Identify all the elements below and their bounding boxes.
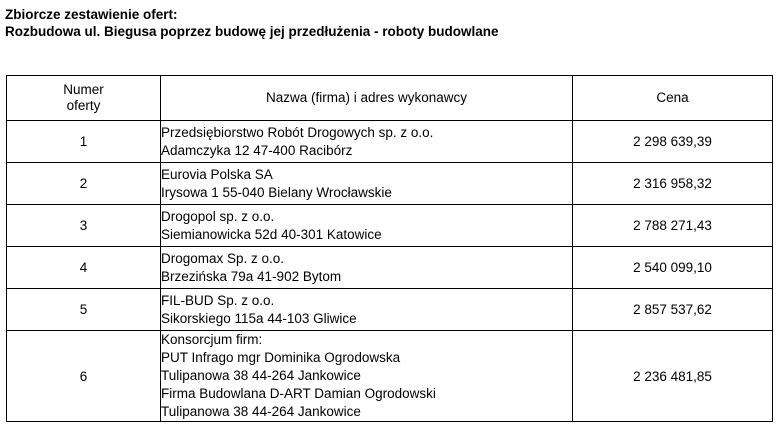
- contractor-line: FIL-BUD Sp. z o.o.: [161, 292, 275, 308]
- table-row: [7, 121, 773, 163]
- contractor-line: Drogopol sp. z o.o.: [161, 208, 275, 224]
- offer-number: 4: [7, 247, 161, 289]
- table-row: [7, 331, 773, 422]
- contractor-line: Drogomax Sp. z o.o.: [161, 250, 285, 266]
- offer-contractor: [161, 331, 573, 422]
- offer-number: 2: [7, 163, 161, 205]
- contractor-line: Adamczyka 12 47-400 Racibórz: [161, 142, 353, 158]
- offer-number: 1: [7, 121, 161, 163]
- table-row: [7, 247, 773, 289]
- offer-contractor: [161, 205, 573, 247]
- offer-price: 2 540 099,10: [573, 247, 773, 289]
- contractor-line: Firma Budowlana D-ART Damian Ogrodowski: [161, 386, 436, 401]
- offer-price: 2 857 537,62: [573, 289, 773, 331]
- offer-contractor: [161, 247, 573, 289]
- table-row: [7, 289, 773, 331]
- column-header-name: Nazwa (firma) i adres wykonawcy: [161, 76, 573, 121]
- document-title: Zbiorcze zestawienie ofert:: [5, 7, 178, 22]
- document-heading: [5, 6, 499, 40]
- offers-table: [6, 75, 773, 422]
- document-subtitle: Rozbudowa ul. Biegusa poprzez budowę jej przedłużenia - roboty budowlane: [5, 24, 499, 39]
- offer-price: 2 236 481,85: [573, 331, 773, 422]
- offer-number: 5: [7, 289, 161, 331]
- offer-contractor: [161, 163, 573, 205]
- contractor-line: Tulipanowa 38 44-264 Jankowice: [161, 368, 361, 383]
- offer-number: 6: [7, 331, 161, 422]
- table-row: [7, 163, 773, 205]
- offer-price: 2 316 958,32: [573, 163, 773, 205]
- column-header-number-line: Numer: [63, 82, 104, 97]
- offer-number: 3: [7, 205, 161, 247]
- column-header-number-line: oferty: [66, 98, 101, 113]
- offer-price: 2 298 639,39: [573, 121, 773, 163]
- contractor-line: Irysowa 1 55-040 Bielany Wrocławskie: [161, 184, 392, 200]
- column-header-price: Cena: [573, 76, 773, 121]
- contractor-line: PUT Infrago mgr Dominika Ogrodowska: [161, 350, 401, 365]
- contractor-line: Brzezińska 79a 41-902 Bytom: [161, 268, 342, 284]
- column-header-number: [7, 76, 161, 121]
- contractor-line: Siemianowicka 52d 40-301 Katowice: [161, 226, 382, 242]
- contractor-line: Konsorcjum firm:: [161, 332, 263, 347]
- offer-contractor: [161, 121, 573, 163]
- contractor-line: Tulipanowa 38 44-264 Jankowice: [161, 404, 361, 419]
- offer-price: 2 788 271,43: [573, 205, 773, 247]
- contractor-line: Przedsiębiorstwo Robót Drogowych sp. z o.o.: [161, 124, 434, 140]
- table-row: [7, 205, 773, 247]
- contractor-line: Eurovia Polska SA: [161, 166, 273, 182]
- table-header-row: [7, 76, 773, 121]
- offer-contractor: [161, 289, 573, 331]
- contractor-line: Sikorskiego 115a 44-103 Gliwice: [161, 310, 357, 326]
